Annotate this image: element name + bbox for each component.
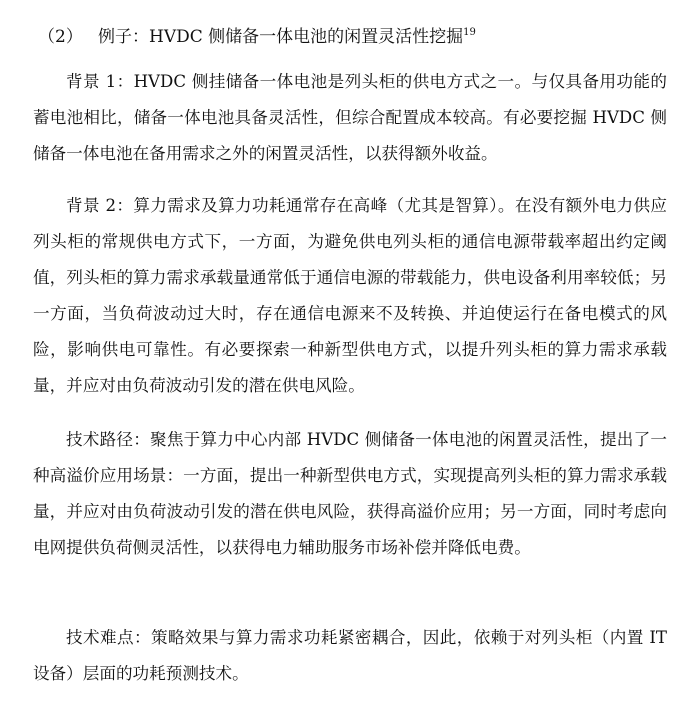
paragraph-technical-route: 技术路径：聚焦于算力中心内部 HVDC 侧储备一体电池的闲置灵活性，提出了一种高溢价应用场景：一方面，提出一种新型供电方式，实现提高列头柜的算力需求承载量，并应对由负荷波动引发的潜在供电风险，获得高溢价应用；另一方面，同时考虑向电网提供负荷侧灵活性，以获得电力辅助服务市场补偿并降低电费。 bbox=[33, 430, 667, 557]
paragraph-background-2: 背景 2：算力需求及算力功耗通常存在高峰（尤其是智算）。在没有额外电力供应列头柜的常规供电方式下，一方面，为避免供电列头柜的通信电源带载率超出约定阈值，列头柜的算力需求承载量通常低于通信电源的带载能力，供电设备利用率较低；另一方面，当负荷波动过大时，存在通信电源来不及转换、并迫使运行在备电模式的风险，影响供电可靠性。有必要探索一种新型供电方式，以提升列头柜的算力需求承载量，并应对由负荷波动引发的潜在供电风险。 bbox=[33, 196, 667, 395]
paragraph-background-1: 背景 1：HVDC 侧挂储备一体电池是列头柜的供电方式之一。与仅具备用功能的蓄电池相比，储备一体电池具备灵活性，但综合配置成本较高。有必要挖掘 HVDC 侧储备一体电池在备用需求之外的闲置灵活性，以获得额外收益。 bbox=[33, 72, 667, 163]
section-heading bbox=[38, 18, 678, 52]
paragraph-technical-difficulty: 技术难点：策略效果与算力需求功耗紧密耦合，因此，依赖于对列头柜（内置 IT 设备）层面的功耗预测技术。 bbox=[33, 628, 667, 683]
footnote-marker: 19 bbox=[463, 27, 476, 38]
section-number: （2） bbox=[38, 27, 83, 47]
section-title: 例子：HVDC 侧储备一体电池的闲置灵活性挖掘 bbox=[98, 27, 464, 47]
